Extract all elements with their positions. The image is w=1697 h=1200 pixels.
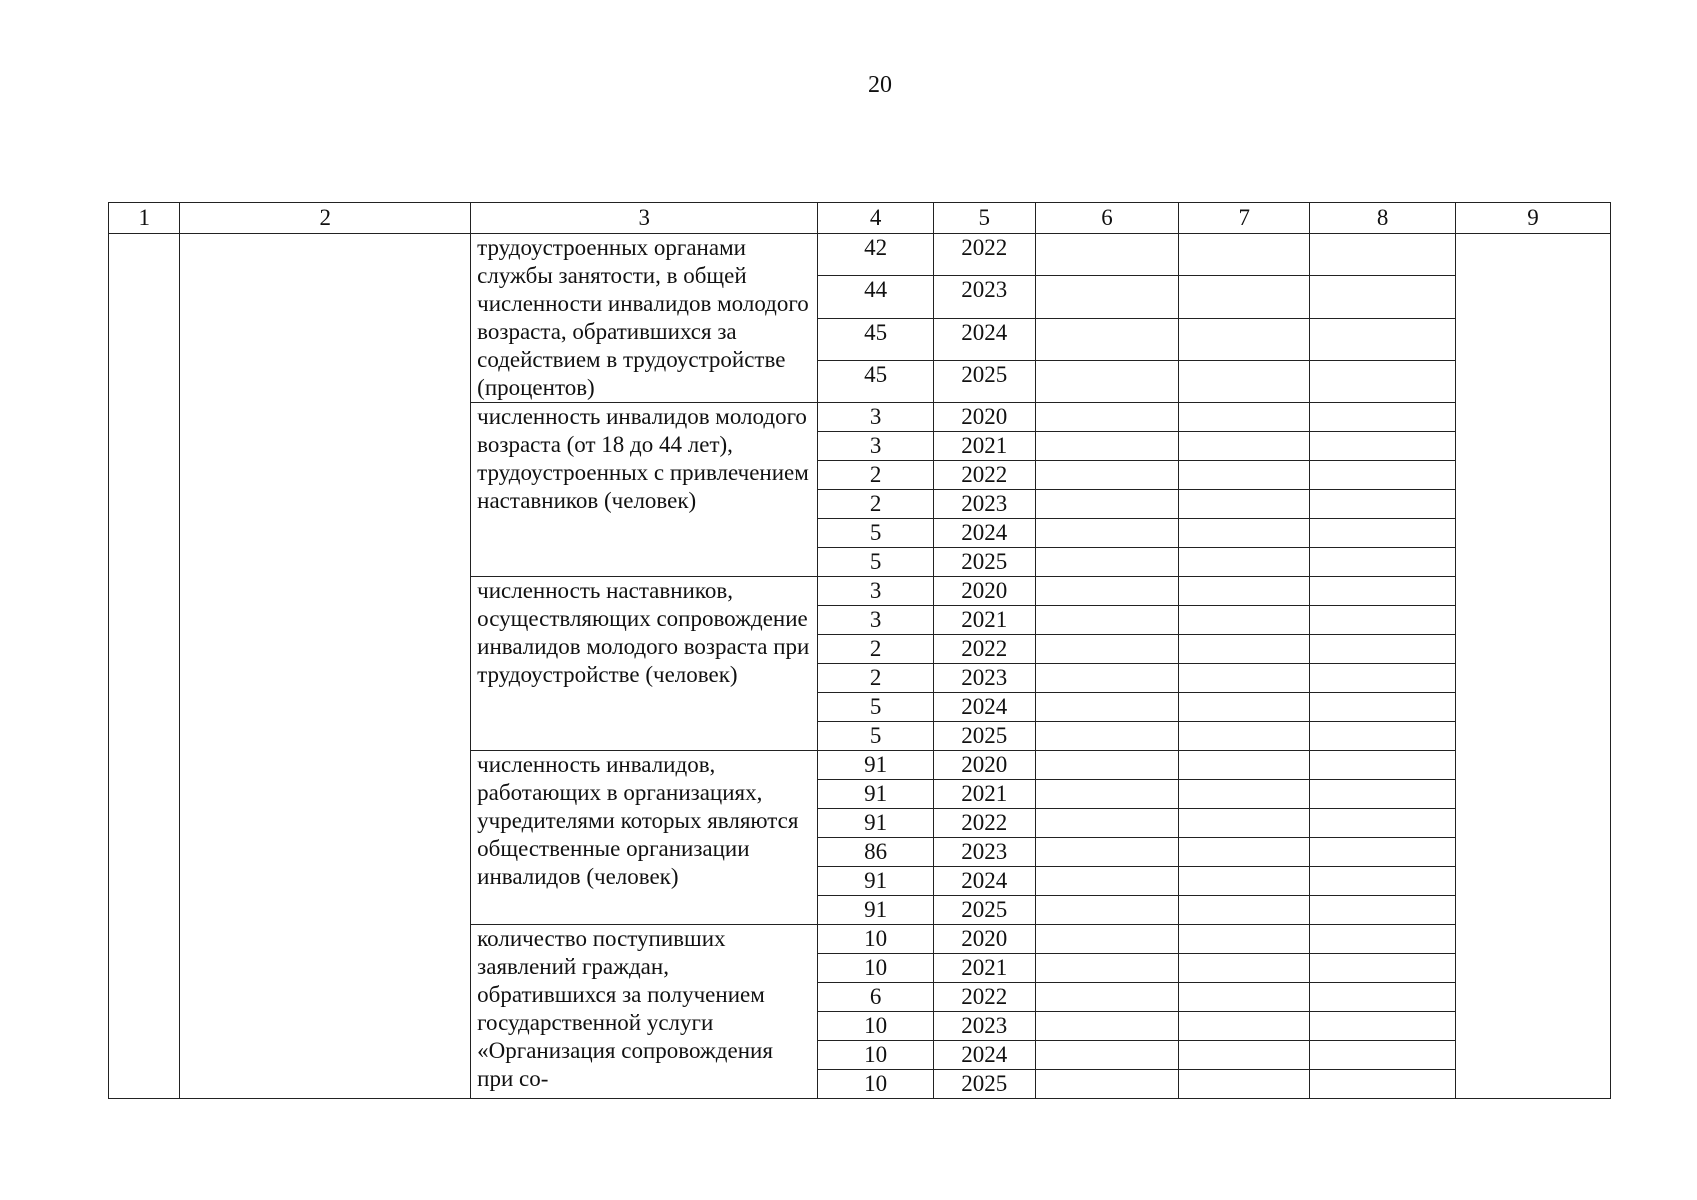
value-cell: 2	[818, 664, 934, 693]
indicator-description: численность наставников, осуществляющих сопровождение инвалидов молодого возраста при трудоустройстве (человек)	[471, 577, 818, 751]
empty-cell	[1179, 432, 1310, 461]
page-number: 20	[868, 72, 892, 98]
empty-cell	[1179, 896, 1310, 925]
value-cell: 45	[818, 318, 934, 360]
year-cell: 2023	[933, 276, 1035, 318]
empty-cell	[1035, 635, 1179, 664]
value-cell: 91	[818, 867, 934, 896]
year-cell: 2021	[933, 606, 1035, 635]
empty-cell	[1035, 1012, 1179, 1041]
indicators-table	[108, 202, 1611, 1099]
year-cell: 2020	[933, 577, 1035, 606]
column-header: 6	[1035, 203, 1179, 234]
empty-cell	[1179, 234, 1310, 276]
empty-cell	[1310, 693, 1456, 722]
value-cell: 10	[818, 1012, 934, 1041]
empty-cell	[1035, 577, 1179, 606]
year-cell: 2021	[933, 432, 1035, 461]
column-header: 1	[109, 203, 180, 234]
column-header: 2	[180, 203, 471, 234]
empty-cell	[1035, 664, 1179, 693]
year-cell: 2023	[933, 838, 1035, 867]
empty-cell	[1310, 664, 1456, 693]
empty-cell	[1310, 577, 1456, 606]
empty-cell	[1035, 360, 1179, 402]
year-cell: 2024	[933, 519, 1035, 548]
empty-cell	[1179, 954, 1310, 983]
empty-cell	[1179, 838, 1310, 867]
year-cell: 2023	[933, 664, 1035, 693]
year-cell: 2020	[933, 925, 1035, 954]
empty-cell	[1179, 606, 1310, 635]
value-cell: 44	[818, 276, 934, 318]
value-cell: 5	[818, 693, 934, 722]
value-cell: 10	[818, 1070, 934, 1099]
value-cell: 5	[818, 519, 934, 548]
empty-cell	[1310, 867, 1456, 896]
empty-cell	[1310, 809, 1456, 838]
value-cell: 3	[818, 432, 934, 461]
value-cell: 5	[818, 548, 934, 577]
empty-cell	[1179, 1012, 1310, 1041]
year-cell: 2024	[933, 1041, 1035, 1070]
empty-cell	[1035, 1041, 1179, 1070]
col2-cell	[180, 234, 471, 1099]
value-cell: 45	[818, 360, 934, 402]
empty-cell	[1179, 1070, 1310, 1099]
table-row	[109, 234, 1611, 276]
year-cell: 2025	[933, 548, 1035, 577]
year-cell: 2023	[933, 490, 1035, 519]
value-cell: 6	[818, 983, 934, 1012]
empty-cell	[1310, 1012, 1456, 1041]
value-cell: 5	[818, 722, 934, 751]
empty-cell	[1035, 461, 1179, 490]
empty-cell	[1035, 983, 1179, 1012]
empty-cell	[1035, 318, 1179, 360]
column-header: 7	[1179, 203, 1310, 234]
empty-cell	[1310, 432, 1456, 461]
empty-cell	[1179, 490, 1310, 519]
empty-cell	[1035, 954, 1179, 983]
empty-cell	[1310, 1070, 1456, 1099]
year-cell: 2022	[933, 234, 1035, 276]
empty-cell	[1179, 461, 1310, 490]
empty-cell	[1035, 606, 1179, 635]
empty-cell	[1035, 490, 1179, 519]
col9-cell	[1456, 234, 1611, 1099]
empty-cell	[1310, 838, 1456, 867]
empty-cell	[1310, 925, 1456, 954]
indicator-description: численность инвалидов молодого возраста (от 18 до 44 лет), трудоустроенных с привлечением наставников (человек)	[471, 403, 818, 577]
empty-cell	[1310, 461, 1456, 490]
empty-cell	[1310, 722, 1456, 751]
empty-cell	[1035, 751, 1179, 780]
year-cell: 2022	[933, 461, 1035, 490]
year-cell: 2024	[933, 867, 1035, 896]
year-cell: 2020	[933, 751, 1035, 780]
value-cell: 91	[818, 751, 934, 780]
column-header: 5	[933, 203, 1035, 234]
indicator-description: трудоустроенных органами службы занятости, в общей численности инвалидов молодого возраста, обратившихся за содействием в трудоустройстве (процентов)	[471, 234, 818, 403]
empty-cell	[1310, 234, 1456, 276]
year-cell: 2024	[933, 693, 1035, 722]
year-cell: 2021	[933, 780, 1035, 809]
empty-cell	[1035, 403, 1179, 432]
empty-cell	[1179, 867, 1310, 896]
value-cell: 3	[818, 403, 934, 432]
indicator-description: численность инвалидов, работающих в организациях, учредителями которых являются общественные организации инвалидов (человек)	[471, 751, 818, 925]
year-cell: 2022	[933, 635, 1035, 664]
empty-cell	[1179, 925, 1310, 954]
empty-cell	[1310, 1041, 1456, 1070]
year-cell: 2022	[933, 809, 1035, 838]
value-cell: 2	[818, 635, 934, 664]
year-cell: 2022	[933, 983, 1035, 1012]
empty-cell	[1310, 490, 1456, 519]
empty-cell	[1035, 838, 1179, 867]
empty-cell	[1310, 780, 1456, 809]
empty-cell	[1035, 780, 1179, 809]
indicator-description: количество поступивших заявлений граждан, обратившихся за получением государственной услуги «Организация сопровождения при со-	[471, 925, 818, 1099]
year-cell: 2025	[933, 896, 1035, 925]
empty-cell	[1035, 693, 1179, 722]
empty-cell	[1310, 954, 1456, 983]
value-cell: 91	[818, 896, 934, 925]
empty-cell	[1035, 519, 1179, 548]
empty-cell	[1179, 751, 1310, 780]
year-cell: 2024	[933, 318, 1035, 360]
year-cell: 2021	[933, 954, 1035, 983]
column-header: 9	[1456, 203, 1611, 234]
empty-cell	[1179, 693, 1310, 722]
empty-cell	[1035, 1070, 1179, 1099]
year-cell: 2020	[933, 403, 1035, 432]
empty-cell	[1035, 722, 1179, 751]
empty-cell	[1179, 664, 1310, 693]
empty-cell	[1179, 360, 1310, 402]
value-cell: 86	[818, 838, 934, 867]
empty-cell	[1179, 519, 1310, 548]
empty-cell	[1179, 809, 1310, 838]
year-cell: 2023	[933, 1012, 1035, 1041]
value-cell: 91	[818, 780, 934, 809]
empty-cell	[1310, 751, 1456, 780]
empty-cell	[1179, 548, 1310, 577]
year-cell: 2025	[933, 360, 1035, 402]
year-cell: 2025	[933, 722, 1035, 751]
value-cell: 3	[818, 577, 934, 606]
value-cell: 3	[818, 606, 934, 635]
empty-cell	[1035, 896, 1179, 925]
empty-cell	[1310, 548, 1456, 577]
empty-cell	[1179, 577, 1310, 606]
value-cell: 2	[818, 461, 934, 490]
column-header: 3	[471, 203, 818, 234]
empty-cell	[1179, 318, 1310, 360]
empty-cell	[1179, 403, 1310, 432]
value-cell: 10	[818, 954, 934, 983]
empty-cell	[1179, 1041, 1310, 1070]
value-cell: 91	[818, 809, 934, 838]
empty-cell	[1035, 234, 1179, 276]
value-cell: 10	[818, 1041, 934, 1070]
empty-cell	[1035, 809, 1179, 838]
empty-cell	[1310, 318, 1456, 360]
value-cell: 2	[818, 490, 934, 519]
year-cell: 2025	[933, 1070, 1035, 1099]
empty-cell	[1179, 276, 1310, 318]
empty-cell	[1035, 548, 1179, 577]
empty-cell	[1035, 276, 1179, 318]
value-cell: 10	[818, 925, 934, 954]
empty-cell	[1179, 983, 1310, 1012]
col1-cell	[109, 234, 180, 1099]
empty-cell	[1179, 780, 1310, 809]
empty-cell	[1310, 403, 1456, 432]
header-row	[109, 203, 1611, 234]
empty-cell	[1310, 896, 1456, 925]
empty-cell	[1310, 635, 1456, 664]
empty-cell	[1310, 983, 1456, 1012]
empty-cell	[1310, 519, 1456, 548]
empty-cell	[1035, 432, 1179, 461]
empty-cell	[1035, 925, 1179, 954]
column-header: 4	[818, 203, 934, 234]
empty-cell	[1310, 276, 1456, 318]
empty-cell	[1035, 867, 1179, 896]
empty-cell	[1179, 722, 1310, 751]
empty-cell	[1310, 606, 1456, 635]
empty-cell	[1179, 635, 1310, 664]
column-header: 8	[1310, 203, 1456, 234]
empty-cell	[1310, 360, 1456, 402]
value-cell: 42	[818, 234, 934, 276]
